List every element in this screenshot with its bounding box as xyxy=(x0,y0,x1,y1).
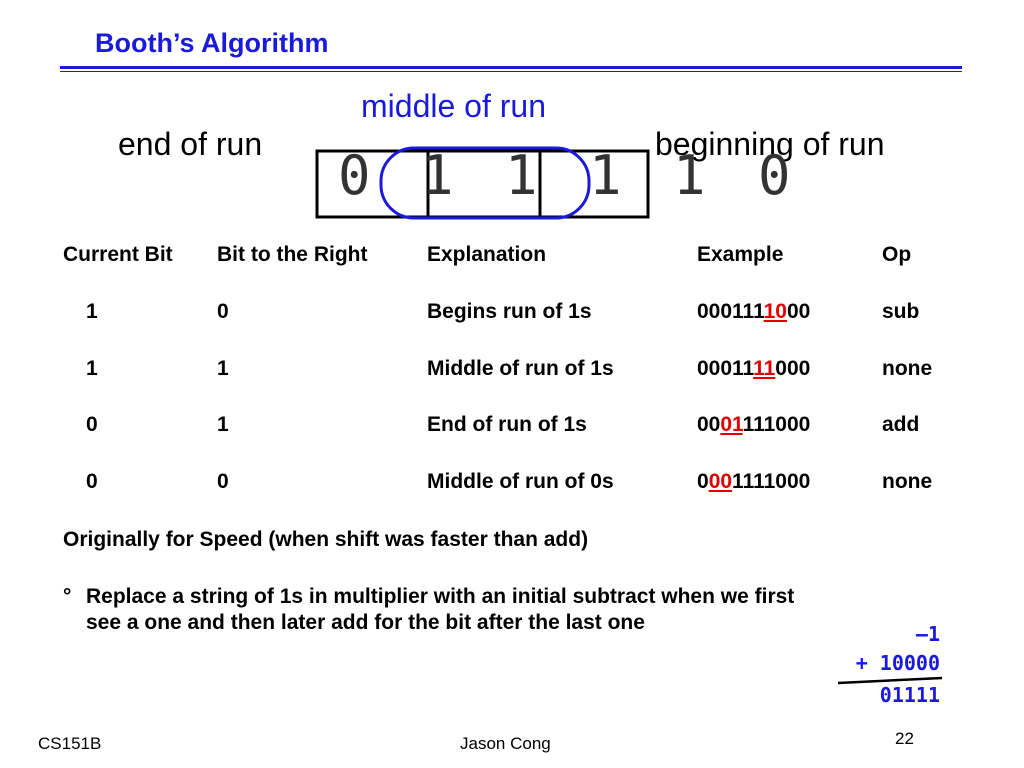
row4-example xyxy=(697,470,810,494)
row1-example xyxy=(697,300,810,324)
bit-digit: 1 xyxy=(421,144,454,207)
slide-title: Booth’s Algorithm xyxy=(95,28,329,58)
end-of-run-label: end of run xyxy=(118,126,263,162)
bullet-line-2: see a one and then later add for the bit after the last one xyxy=(86,611,645,634)
footer-author: Jason Cong xyxy=(460,734,551,753)
row3-right-bit: 1 xyxy=(217,413,229,436)
header-example: Example xyxy=(697,243,784,266)
bullet-line-1: Replace a string of 1s in multiplier with an initial subtract when we first xyxy=(86,585,795,608)
math-line-1: –1 xyxy=(915,622,940,646)
example-prefix: 000111 xyxy=(697,300,764,323)
example-suffix: 111000 xyxy=(742,413,811,436)
row1-op: sub xyxy=(882,300,920,323)
row2-right-bit: 1 xyxy=(217,357,229,380)
beginning-of-run-label: beginning of run xyxy=(655,126,885,162)
example-highlight: 01 xyxy=(720,413,743,436)
row4-current-bit: 0 xyxy=(86,470,98,493)
example-highlight: 00 xyxy=(708,470,733,493)
bit-digit: 1 xyxy=(505,144,538,207)
example-suffix: 000 xyxy=(775,357,811,380)
row4-right-bit: 0 xyxy=(217,470,229,493)
middle-of-run-label: middle of run xyxy=(361,88,546,124)
row3-example xyxy=(697,413,810,437)
header-current-bit: Current Bit xyxy=(63,243,173,266)
row3-current-bit: 0 xyxy=(86,413,98,436)
row1-explanation: Begins run of 1s xyxy=(427,300,592,323)
page-number: 22 xyxy=(895,729,914,748)
example-prefix: 00 xyxy=(697,413,721,436)
row2-example xyxy=(697,357,810,381)
row3-explanation: End of run of 1s xyxy=(427,413,587,436)
example-prefix: 0 xyxy=(697,470,709,493)
math-result: 01111 xyxy=(879,683,940,707)
row4-explanation: Middle of run of 0s xyxy=(427,470,614,493)
header-op: Op xyxy=(882,243,912,266)
example-suffix: 00 xyxy=(786,300,811,323)
example-highlight: 10 xyxy=(763,300,787,323)
bullet-symbol: ° xyxy=(63,585,72,608)
example-prefix: 00011 xyxy=(697,357,754,380)
row2-op: none xyxy=(882,357,933,380)
bit-digit: 1 xyxy=(589,144,622,207)
speed-note: Originally for Speed (when shift was faster than add) xyxy=(63,528,589,551)
header-bit-to-right: Bit to the Right xyxy=(217,243,368,266)
bit-digit: 1 xyxy=(673,144,706,207)
bit-digit: 0 xyxy=(338,144,371,207)
example-suffix: 1111000 xyxy=(732,470,811,493)
row1-right-bit: 0 xyxy=(217,300,229,323)
bit-digit: 0 xyxy=(758,144,791,207)
example-highlight: 11 xyxy=(753,357,776,380)
row4-op: none xyxy=(882,470,933,493)
header-explanation: Explanation xyxy=(427,243,547,266)
row3-op: add xyxy=(882,413,920,436)
math-line-2: + 10000 xyxy=(855,651,940,675)
row2-current-bit: 1 xyxy=(86,357,98,380)
row1-current-bit: 1 xyxy=(86,300,98,323)
middle-run-highlight xyxy=(381,144,589,218)
row2-explanation: Middle of run of 1s xyxy=(427,357,614,380)
footer-course: CS151B xyxy=(38,734,102,753)
